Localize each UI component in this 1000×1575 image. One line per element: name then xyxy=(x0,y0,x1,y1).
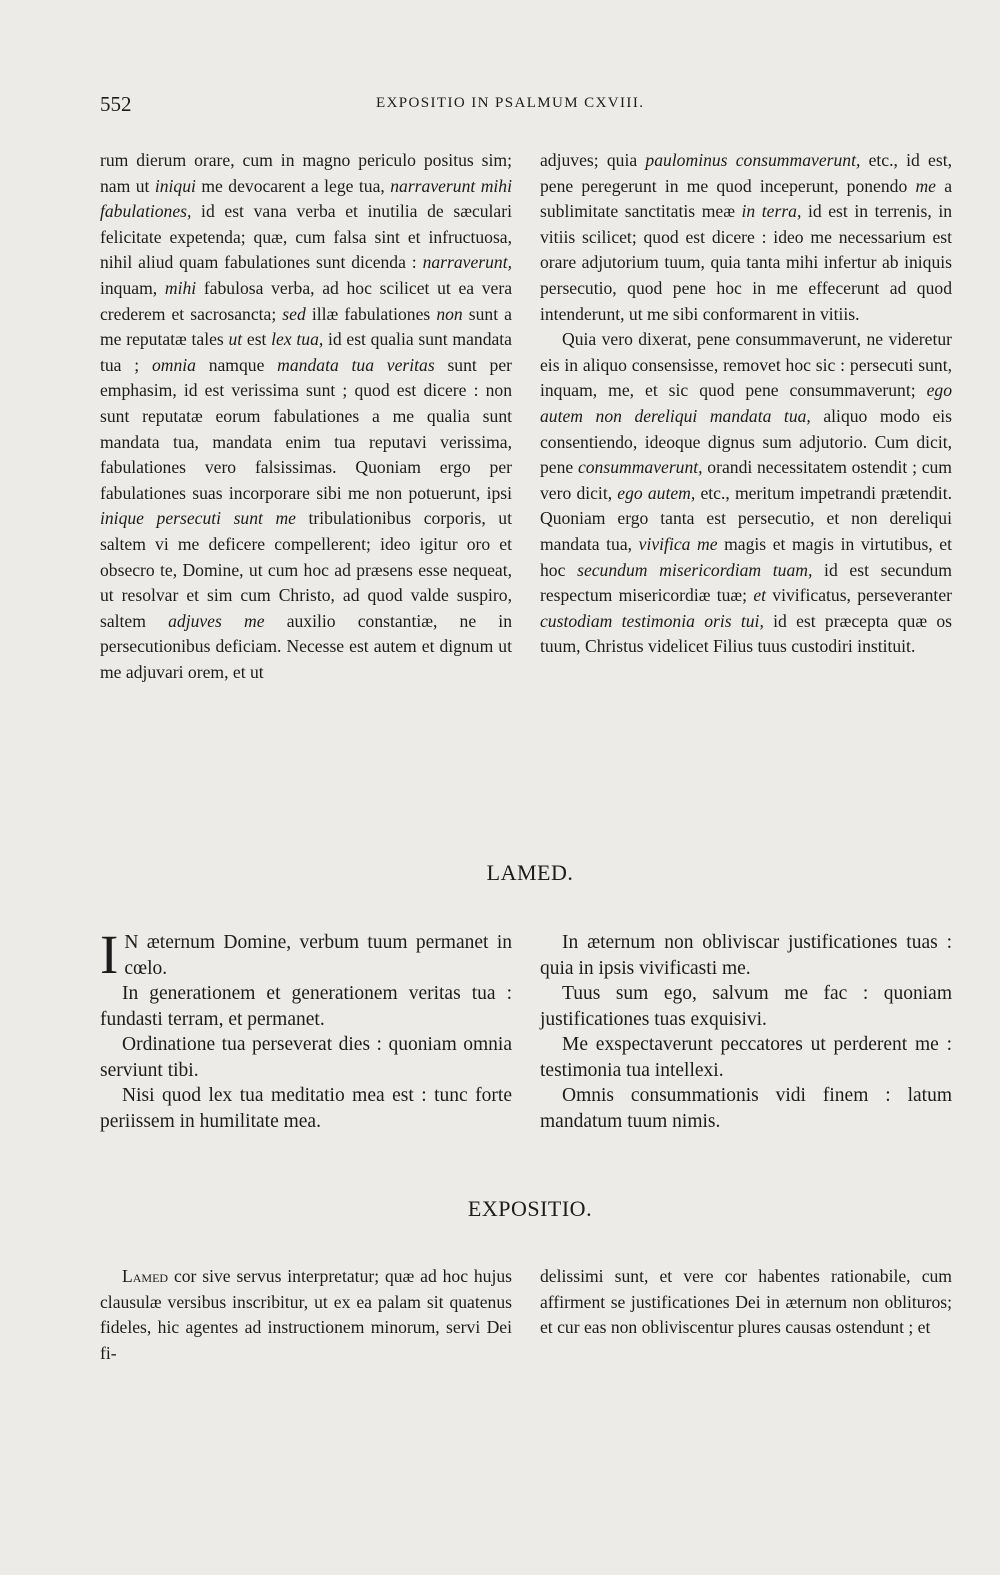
text-run: id est in terrenis, in vitiis scilicet; quod est dicere : ideo me necessarium est orare adjutorium tuum, quia tanta mihi infertur ab iniquis persecutio, quod pene hoc in me effecerunt ad quod intenderunt, ut me sibi conformarent in vitiis. xyxy=(540,201,953,324)
text-run: inquam, xyxy=(100,277,165,298)
text-run: me devocarent a lege tua, xyxy=(195,175,391,196)
text-run: rum dierum orare, cum in magno periculo positus sim; nam ut xyxy=(100,150,512,196)
commentary-right-column xyxy=(540,148,952,660)
verse-4: Nisi quod lex tua meditatio mea est : tunc forte periissem in humilitate mea. xyxy=(100,1085,512,1132)
italic-quote: narraverunt, xyxy=(422,252,512,273)
verse-8: Omnis consummationis vidi finem : latum mandatum tuum nimis. xyxy=(540,1085,952,1132)
italic-quote: omnia xyxy=(151,354,196,375)
verse-7: Me exspectaverunt peccatores ut perderent me : testimonia tua intellexi. xyxy=(540,1034,952,1081)
italic-quote: custodiam testimonia oris tui, xyxy=(540,610,764,631)
text-run: adjuves; quia xyxy=(540,150,646,170)
verse-5: In æternum non obliviscar justificationes tuas : quia in ipsis vivificasti me. xyxy=(540,932,952,979)
verse-6: Tuus sum ego, salvum me fac : quoniam justificationes tuas exquisivi. xyxy=(540,983,952,1030)
text-run: namque xyxy=(195,354,278,375)
italic-quote: inique persecuti sunt me xyxy=(100,508,296,529)
verse-3: Ordinatione tua perseverat dies : quoniam omnia serviunt tibi. xyxy=(100,1034,512,1081)
expositio-heading: EXPOSITIO. xyxy=(467,1196,593,1221)
text-run: id est qualia sunt mandata tua ; xyxy=(100,329,512,375)
text-run: sunt per emphasim, id est verissima sunt ; quod est dicere : non sunt reputatæ eorum fabulationes a me qualia sunt mandata tua, mandata enim tua reputavi verissima, fabulationes vero falsissimas. Quoniam ergo per fabulationes suas incorporare sibi me non potuerunt, ipsi xyxy=(100,354,513,503)
text-run: Quia vero dixerat, pene consummaverunt, ne videretur eis in aliquo consensisse, removet hoc sic : persecuti sunt, inquam, me, et sic quod pene consummaverunt; xyxy=(540,329,952,401)
text-run: tribulationibus corporis, ut saltem vi me deficere compellerent; ideo igitur oro et obsecro te, Domine, ut cum hoc ad præsens esse nequeat, ut resolvar et sim cum Christo, ad quod valde suspiro, saltem xyxy=(100,508,512,631)
expositio-right-column xyxy=(540,1264,952,1341)
italic-quote: secundum misericordiam tuam, xyxy=(577,559,813,580)
text-run: id est secundum respectum misericordiæ tuæ; xyxy=(540,559,952,606)
italic-quote: mandata tua veritas xyxy=(277,354,435,375)
italic-quote: vivifica me xyxy=(638,533,718,554)
text-run: id est vana verba et inutilia de sæculari felicitate expetenda; quæ, cum falsa sint et infructuosa, nihil aliud quam fabulationes sunt dicenda : xyxy=(100,201,512,273)
expositio-text: cor sive servus interpretatur; quæ ad hoc hujus clausulæ versibus inscribitur, ut ex ea palam sit quatenus fideles, hic agentes ad instructionem minorum, servi Dei fi- xyxy=(100,1266,512,1363)
italic-quote: consummaverunt, xyxy=(577,457,703,478)
page-number: 552 xyxy=(100,92,132,116)
italic-quote: ut xyxy=(228,329,243,350)
italic-quote: et xyxy=(753,585,767,606)
expositio-left-column xyxy=(100,1264,512,1366)
verses-right-column xyxy=(540,930,952,1134)
verse-1-text: N æternum Domine, verbum tuum permanet in cœlo. xyxy=(124,932,512,979)
expositio-continuation: delissimi sunt, et vere cor habentes rationabile, cum affirment se justificationes Dei in æternum non oblituros; et cur eas non obliviscentur plures causas ostendunt ; et xyxy=(540,1266,952,1338)
running-head xyxy=(100,92,960,122)
text-run: auxilio constantiæ, ne in persecutionibus deficiam. Necesse est autem et dignum ut me adjuvari orem, et ut xyxy=(100,610,512,682)
upper-left-paragraph xyxy=(100,148,512,685)
text-run: sunt a me reputatæ tales xyxy=(100,303,512,350)
running-title: EXPOSITIO IN PSALMUM CXVIII. xyxy=(376,95,645,111)
upper-right-paragraph xyxy=(540,327,952,660)
italic-quote: ego autem non dereliqui mandata tua, xyxy=(540,380,952,426)
italic-quote: ego autem, xyxy=(617,482,696,503)
italic-quote: in terra, xyxy=(741,201,802,222)
lamed-heading: LAMED. xyxy=(486,860,574,885)
italic-quote: sed xyxy=(282,303,306,324)
expositio-paragraph xyxy=(100,1264,512,1366)
italic-quote: narraverunt mihi fabulationes, xyxy=(100,175,512,222)
italic-quote: me xyxy=(915,175,936,196)
text-run: a sublimitate sanctitatis meæ xyxy=(540,175,952,222)
italic-quote: non xyxy=(436,303,463,324)
text-run: orandi necessitatem ostendit ; cum vero dicit, xyxy=(540,457,952,503)
text-run: id est præcepta quæ os tuum, Christus videlicet Filius tuus custodiri instituit. xyxy=(540,610,952,657)
verse-1 xyxy=(100,924,512,985)
text-run: vivificatus, perseveranter xyxy=(766,585,952,606)
italic-quote: paulominus consummaverunt, xyxy=(645,150,861,170)
lamed-lead-word: Lamed xyxy=(122,1266,169,1286)
text-run: etc., id est, pene peregerunt in me quod inceperunt, ponendo xyxy=(540,150,952,196)
verses-left-column xyxy=(100,924,512,1134)
italic-quote: lex tua, xyxy=(271,329,324,350)
text-run: etc., meritum impetrandi prætendit. Quoniam ergo tanta est persecutio, et non dereliqui mandata tua, xyxy=(540,482,952,554)
text-run: aliquo modo eis consentiendo, ideoque dignus sum adjutorio. Cum dicit, pene xyxy=(540,405,953,478)
commentary-left-column xyxy=(100,148,512,685)
upper-right-paragraph xyxy=(540,148,952,327)
text-run: magis et magis in virtutibus, et hoc xyxy=(540,533,952,580)
drop-cap: I xyxy=(100,924,119,985)
text-run: fabulosa verba, ad hoc scilicet ut ea vera crederem et sacrosancta; xyxy=(100,277,513,324)
italic-quote: adjuves me xyxy=(168,610,265,631)
italic-quote: iniqui xyxy=(154,175,196,196)
text-run: est xyxy=(242,329,272,350)
verse-2: In generationem et generationem veritas tua : fundasti terram, et permanet. xyxy=(100,983,512,1030)
text-run: illæ fabulationes xyxy=(305,303,437,324)
italic-quote: mihi xyxy=(164,277,197,298)
